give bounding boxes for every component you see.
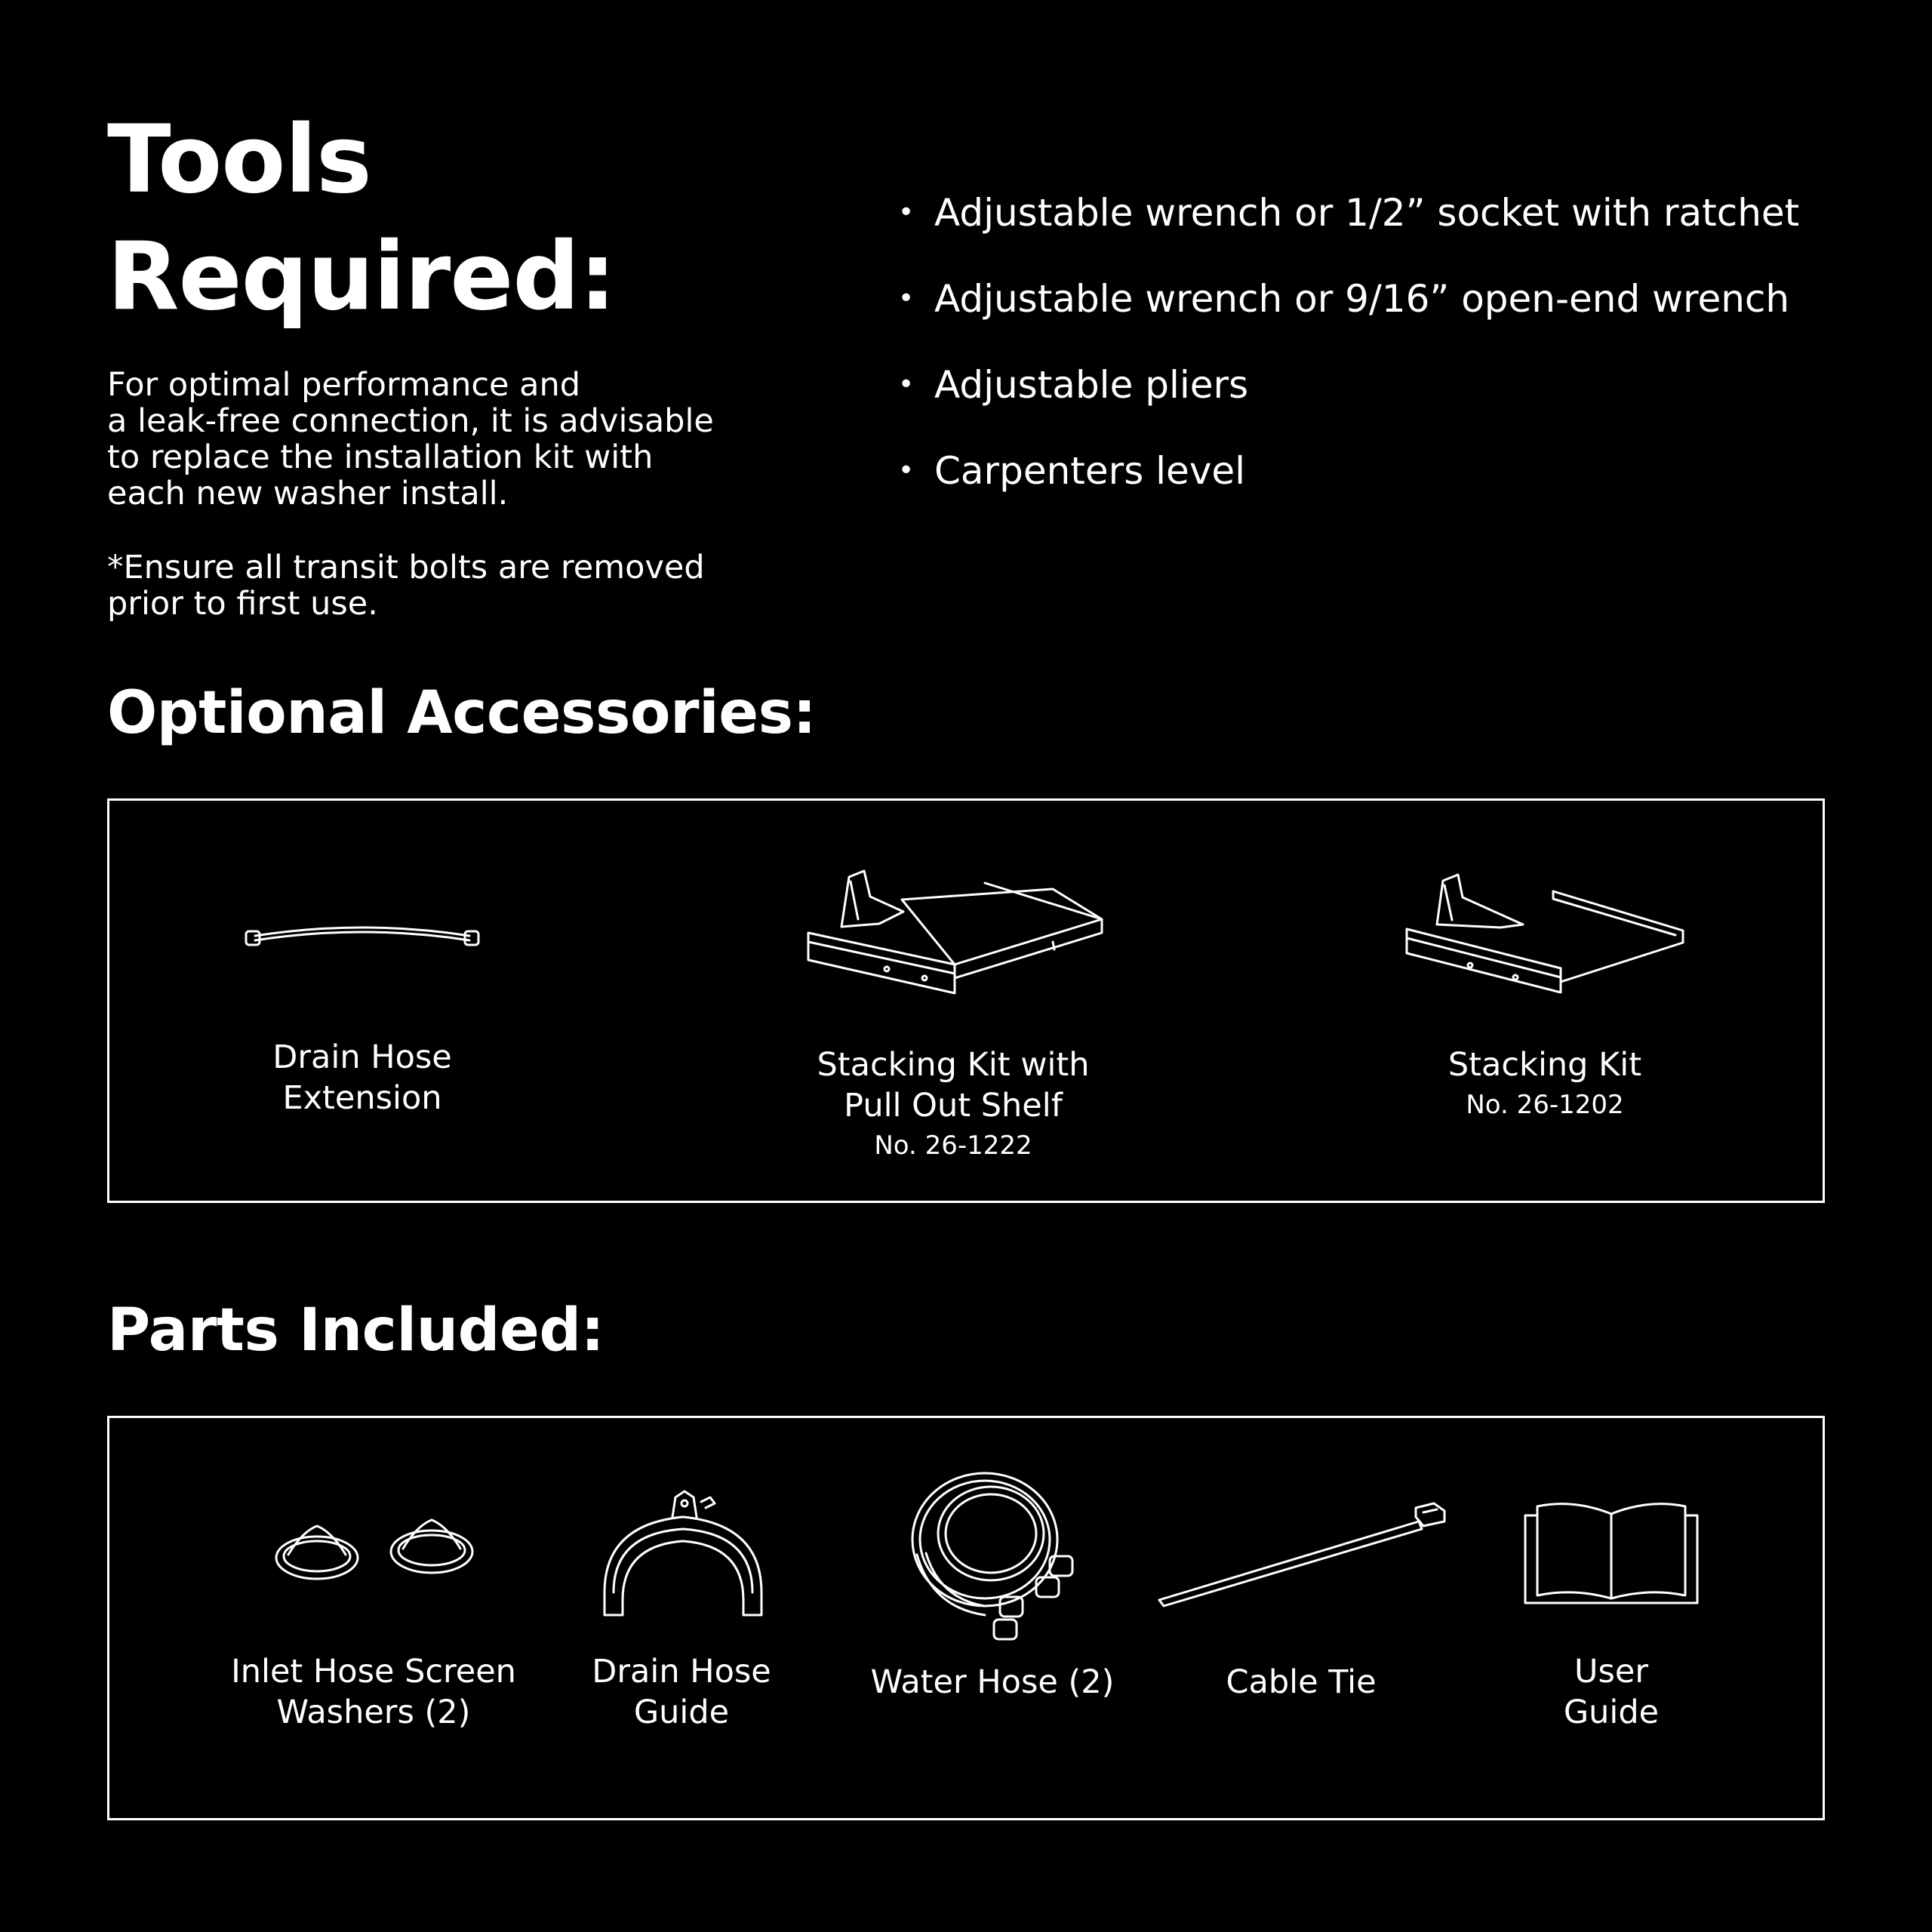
- tool-item-label: Carpenters level: [934, 449, 1246, 493]
- part-caption: [231, 1651, 516, 1733]
- tool-item-label: Adjustable wrench or 1/2” socket with ratchet: [934, 191, 1800, 235]
- drain-hose-guide-icon: [600, 1487, 766, 1619]
- part-label: User: [1574, 1653, 1648, 1690]
- accessory-caption: [272, 1037, 452, 1118]
- part-caption: [1226, 1662, 1376, 1703]
- drain-hose-extension-icon: [242, 913, 483, 958]
- model-number: No. 26-1222: [874, 1131, 1032, 1161]
- tool-item-label: Adjustable wrench or 9/16” open-end wrench: [934, 277, 1790, 321]
- tools-title: [107, 102, 616, 336]
- water-hose-icon: [902, 1464, 1083, 1645]
- part-label: Inlet Hose Screen: [231, 1653, 516, 1690]
- bullet-icon: •: [898, 197, 915, 228]
- tool-item: [898, 449, 1799, 535]
- accessory-label: Stacking Kit with: [817, 1046, 1090, 1084]
- tool-item: [898, 191, 1799, 277]
- part-label: Washers (2): [276, 1694, 471, 1731]
- part-label: Guide: [1563, 1694, 1660, 1731]
- tool-item-label: Adjustable pliers: [934, 363, 1249, 407]
- intro-line: For optimal performance and: [107, 366, 581, 404]
- accessory-caption: [1448, 1044, 1641, 1124]
- tool-item: [898, 277, 1799, 363]
- accessory-label: Extension: [282, 1079, 442, 1117]
- note-line: *Ensure all transit bolts are removed: [107, 549, 705, 586]
- user-guide-icon: [1521, 1494, 1702, 1607]
- tools-title-line1: Tools: [107, 106, 371, 214]
- intro-line: a leak-free connection, it is advisable: [107, 402, 714, 440]
- accessory-caption: [817, 1044, 1089, 1165]
- part-label: Drain Hose: [592, 1653, 771, 1690]
- part-label: Cable Tie: [1226, 1663, 1377, 1701]
- note-line: prior to first use.: [107, 585, 378, 623]
- part-label: Guide: [633, 1694, 730, 1731]
- accessories-title: Optional Accessories:: [107, 679, 817, 747]
- accessory-label: Stacking Kit: [1447, 1046, 1642, 1084]
- accessory-label: Pull Out Shelf: [844, 1087, 1063, 1124]
- tool-item: [898, 363, 1799, 449]
- part-caption: [592, 1651, 771, 1733]
- intro-paragraph: [107, 367, 714, 512]
- part-caption: [1564, 1651, 1659, 1733]
- tools-list: [898, 191, 1799, 535]
- part-label: Water Hose (2): [870, 1663, 1115, 1701]
- transit-bolt-note: [107, 549, 705, 622]
- bullet-icon: •: [898, 369, 915, 400]
- tools-title-line2: Required:: [107, 223, 616, 331]
- cable-tie-icon: [1155, 1494, 1449, 1607]
- stacking-kit-icon: [1402, 872, 1689, 1000]
- intro-line: each new washer install.: [107, 475, 509, 512]
- model-number: No. 26-1202: [1466, 1090, 1624, 1120]
- bullet-icon: •: [898, 455, 915, 486]
- parts-title: Parts Included:: [107, 1297, 605, 1364]
- part-caption: [871, 1662, 1115, 1703]
- screen-washers-icon: [272, 1509, 483, 1592]
- bullet-icon: •: [898, 283, 915, 314]
- intro-line: to replace the installation kit with: [107, 438, 654, 476]
- accessory-label: Drain Hose: [272, 1038, 452, 1076]
- stacking-kit-shelf-icon: [804, 866, 1106, 1010]
